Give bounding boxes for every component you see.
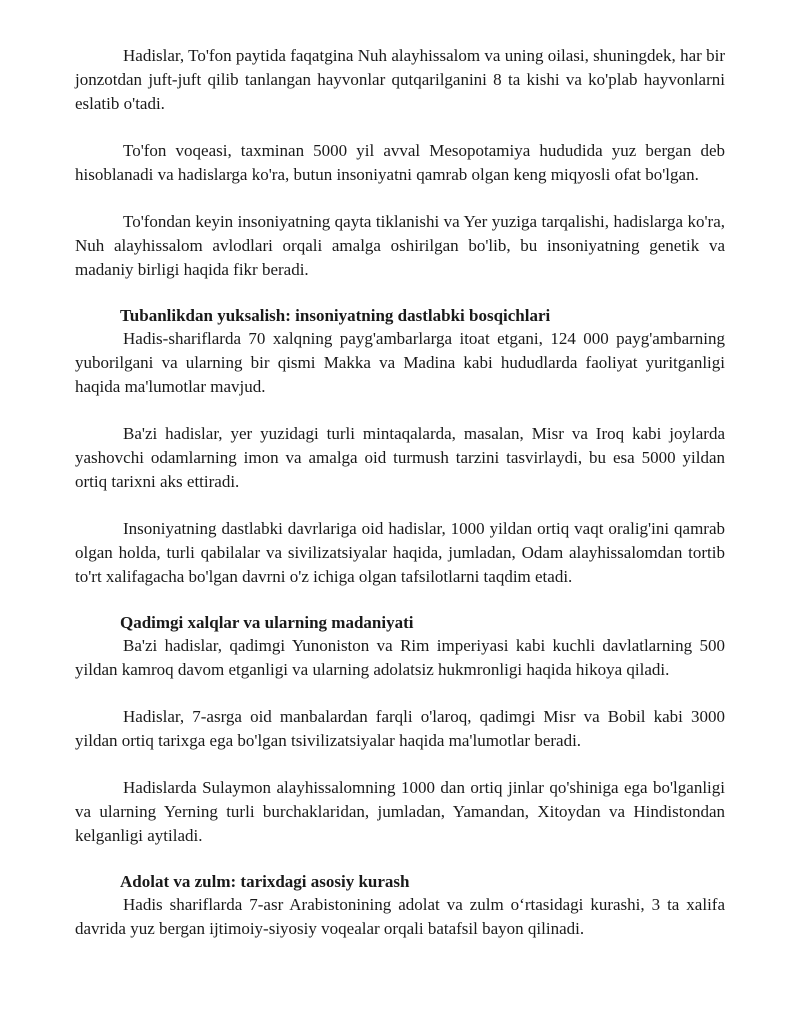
intro-paragraph-1: Hadislar, To'fon paytida faqatgina Nuh alayhissalom va uning oilasi, shuningdek, har bir jonzotdan juft-juft qilib tanlangan hayvonlar qutqarilganini 8 ta kishi va ko'plab hayvonlarni eslatib o'tadi. [75, 46, 725, 113]
section1-paragraph-1: Hadis-shariflarda 70 xalqning payg'ambarlarga itoat etgani, 124 000 payg'ambarning yuborilgani va ularning bir qismi Makka va Madina kabi hududlarda faoliyat yuritganligi haqida ma'lumotlar mavjud. [75, 329, 725, 396]
intro-paragraph-2: To'fon voqeasi, taxminan 5000 yil avval Mesopotamiya hududida yuz bergan deb hisoblanadi va hadislarga ko'ra, butun insoniyatni qamrab olgan keng miqyosli ofat bo'lgan. [75, 141, 725, 184]
section1-paragraph-2: Ba'zi hadislar, yer yuzidagi turli mintaqalarda, masalan, Misr va Iroq kabi joylarda yashovchi odamlarning imon va amalga oid turmush tarzini tasvirlaydi, bu esa 5000 yildan ortiq tarixni aks ettiradi. [75, 424, 725, 491]
section1-paragraph-3: Insoniyatning dastlabki davrlariga oid hadislar, 1000 yildan ortiq vaqt oralig'ini qamrab olgan holda, turli qabilalar va sivilizatsiyalar haqida, jumladan, Odam alayhissalomdan tortib to'rt xalifagacha bo'lgan davrni o'z ichiga olgan tafsilotlarni taqdim etadi. [75, 519, 725, 586]
section-heading-2: Qadimgi xalqlar va ularning madaniyati [120, 613, 414, 632]
section-heading-3: Adolat va zulm: tarixdagi asosiy kurash [120, 872, 410, 891]
section3-paragraph-1: Hadis shariflarda 7-asr Arabistonining adolat va zulm o‘rtasidagi kurashi, 3 ta xalifa davrida yuz bergan ijtimoiy-siyosiy voqealar orqali batafsil bayon qilinadi. [75, 895, 725, 938]
section-heading-1: Tubanlikdan yuksalish: insoniyatning dastlabki bosqichlari [120, 306, 551, 325]
intro-paragraph-3: To'fondan keyin insoniyatning qayta tiklanishi va Yer yuziga tarqalishi, hadislarga ko'ra, Nuh alayhissalom avlodlari orqali amalga oshirilgan bo'lib, bu insoniyatning genetik va madaniy birligi haqida fikr beradi. [75, 212, 725, 279]
section2-paragraph-3: Hadislarda Sulaymon alayhissalomning 1000 dan ortiq jinlar qo'shiniga ega bo'lganligi va ularning Yerning turli burchaklaridan, jumladan, Yamandan, Xitoydan va Hindistondan kelganligi aytiladi. [75, 778, 725, 845]
section2-paragraph-2: Hadislar, 7-asrga oid manbalardan farqli o'laroq, qadimgi Misr va Bobil kabi 3000 yildan ortiq tarixga ega bo'lgan tsivilizatsiyalar haqida ma'lumotlar beradi. [75, 707, 725, 750]
section2-paragraph-1: Ba'zi hadislar, qadimgi Yunoniston va Rim imperiyasi kabi kuchli davlatlarning 500 yildan kamroq davom etganligi va ularning adolatsiz hukmronligi haqida hikoya qiladi. [75, 636, 725, 679]
